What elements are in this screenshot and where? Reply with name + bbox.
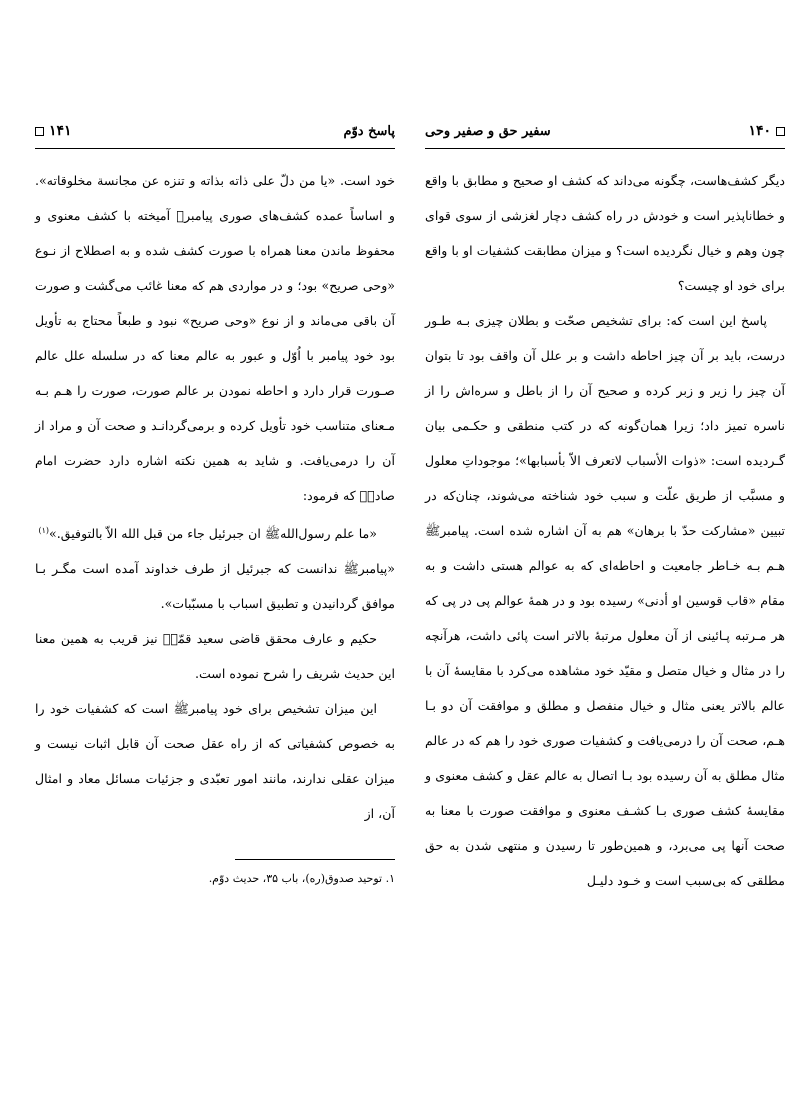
paragraph: حکیم و عارف محقق قاضی سعید قمّیؒ نیز قریب به همین معنا این حدیث شریف را شرح نموده است. [35, 631, 395, 682]
left-page [35, 120, 395, 890]
quote-text: «ما علم رسول‌اللهﷺ ان جبرئیل جاء من قبل الله الاّ بالتوفیق.» [49, 526, 377, 542]
page-number-value: ۱۴۱ [49, 123, 72, 139]
page-box-icon [35, 127, 44, 136]
page-number [748, 123, 785, 139]
page-box-icon [776, 127, 785, 136]
footnote: ۱. توحید صدوق(ره)، باب ۳۵، حدیث دوّم. [208, 872, 395, 886]
paragraph: این میزان تشخیص برای خود پیامبرﷺ است که کشفیات خود را به خصوص کشفیاتی که از راه عقل صحت آن قابل اثبات نیست و میزان عقلی ندارند، مانند امور تعبّدی و جزئیات مسائل معاد و امثال آن، از [35, 701, 395, 822]
paragraph-quote [35, 513, 395, 551]
page-number [35, 123, 72, 139]
paragraph: دیگر کشف‌هاست، چگونه می‌داند که کشف او صحیح و مطابق با واقع و خطاناپذیر است و خودش در راه کشف دچار لغزشی از سوی قوای چون وهم و خیال نگردیده است؟ و میزان مطابقت کشفیات او با واقع برای خود او چیست؟ [425, 173, 785, 293]
right-page-header [425, 120, 785, 149]
paragraph: پاسخ این است که: برای تشخیص صحّت و بطلان چیزی بـه طـور درست، باید بر آن چیز احاطه داشت و بر علل آن واقف بود تا بتوان آن چیز را زیر و زبر کرده و صحیح آن را از باطل و سره‌اش را از ناسره تمیز داد؛ زیرا همان‌گونه که در کتب منطقی و حکـمی بیان گـردیده است: «ذوات الأسباب لاتعرف الاّ بأسبابها»؛ موجوداتِ معلول و مسبَّب از طریق علّت و سبب خود شناخته می‌شوند، چنان‌که در تبیین «مشارکت حدّ با برهان» هم به آن اشاره شده است. پیامبرﷺ هـم بـه خـاطر جامعیت و احاطه‌ای که به عوالم هستی داشت و به مقام «قاب قوسین او أدنی» رسیده بود و در همهٔ عوالم پی در پی که هر مـرتبه پـائینی از آن معلول مرتبهٔ بالاتر است پائی داشت، هرآنچه را در مثال و خیال متصل و مقیّد خود مشاهده می‌کرد با مقایسهٔ آن با عالم بالاتر یعنی مثال و خیال منفصل و مطلق و موافقت آن دو بـا هـم، صحت آن را درمی‌یافت و کشفیات صوری خود را هم که در عالم مثال مطلق به آن رسیده بود بـا اتصال به عالم عقل و کشف معنوی و مقایسهٔ کشف صوری بـا کشـف معنوی و موافقت صورت با معنا به صحت آنها پی می‌برد، و همین‌طور تا رسیدن و منتهی شدن به حق مطلقی که بی‌سبب است و خـود دلیـل [425, 313, 785, 888]
running-title: سفیر حق و صفیر وحی [425, 123, 551, 139]
right-page-body [425, 163, 785, 898]
footnote-marker: (۱) [38, 526, 50, 535]
left-page-header [35, 120, 395, 149]
page-number-value: ۱۴۰ [748, 123, 771, 139]
running-title: پاسخ دوّم [343, 123, 395, 139]
paragraph: خود است. «یا من دلّ علی ذاته بذاته و تنزه عن مجانسة مخلوقاته». و اساساً عمده کشف‌های صوری پیامبرﷺ آمیخته با کشف معنوی و محفوظ ماندن معنا همراه با صورت کشف شده و به اصطلاح از نـوع «وحی صریح» بود؛ و در مواردی هم که معنا غائب می‌گشت و صورت آن باقی می‌ماند و از نوع «وحی صریح» نبود و طبعاً محتاج به تأویل بود خود پیامبر با اُوّل و عبور به عالم معنا که در سلسله علل عالم صـورت قرار دارد و احاطه نمودن بر عالم صورت، صورت را هـم بـه مـعنای متناسب خود تأویل کرده و برمی‌گردانـد و صحت آن و مراد از آن را درمی‌یافت. و شاید به همین نکته اشاره دارد حضرت امام صادقؑ که فرمود: [35, 173, 395, 503]
paragraph: «پیامبرﷺ ندانست که جبرئیل از طرف خداوند آمده است مگـر بـا موافق گردانیدن و تطبیق اسباب با مسبّبات». [35, 561, 395, 612]
right-page [425, 120, 785, 898]
left-page-body [35, 163, 395, 831]
footnote-divider [235, 859, 395, 860]
